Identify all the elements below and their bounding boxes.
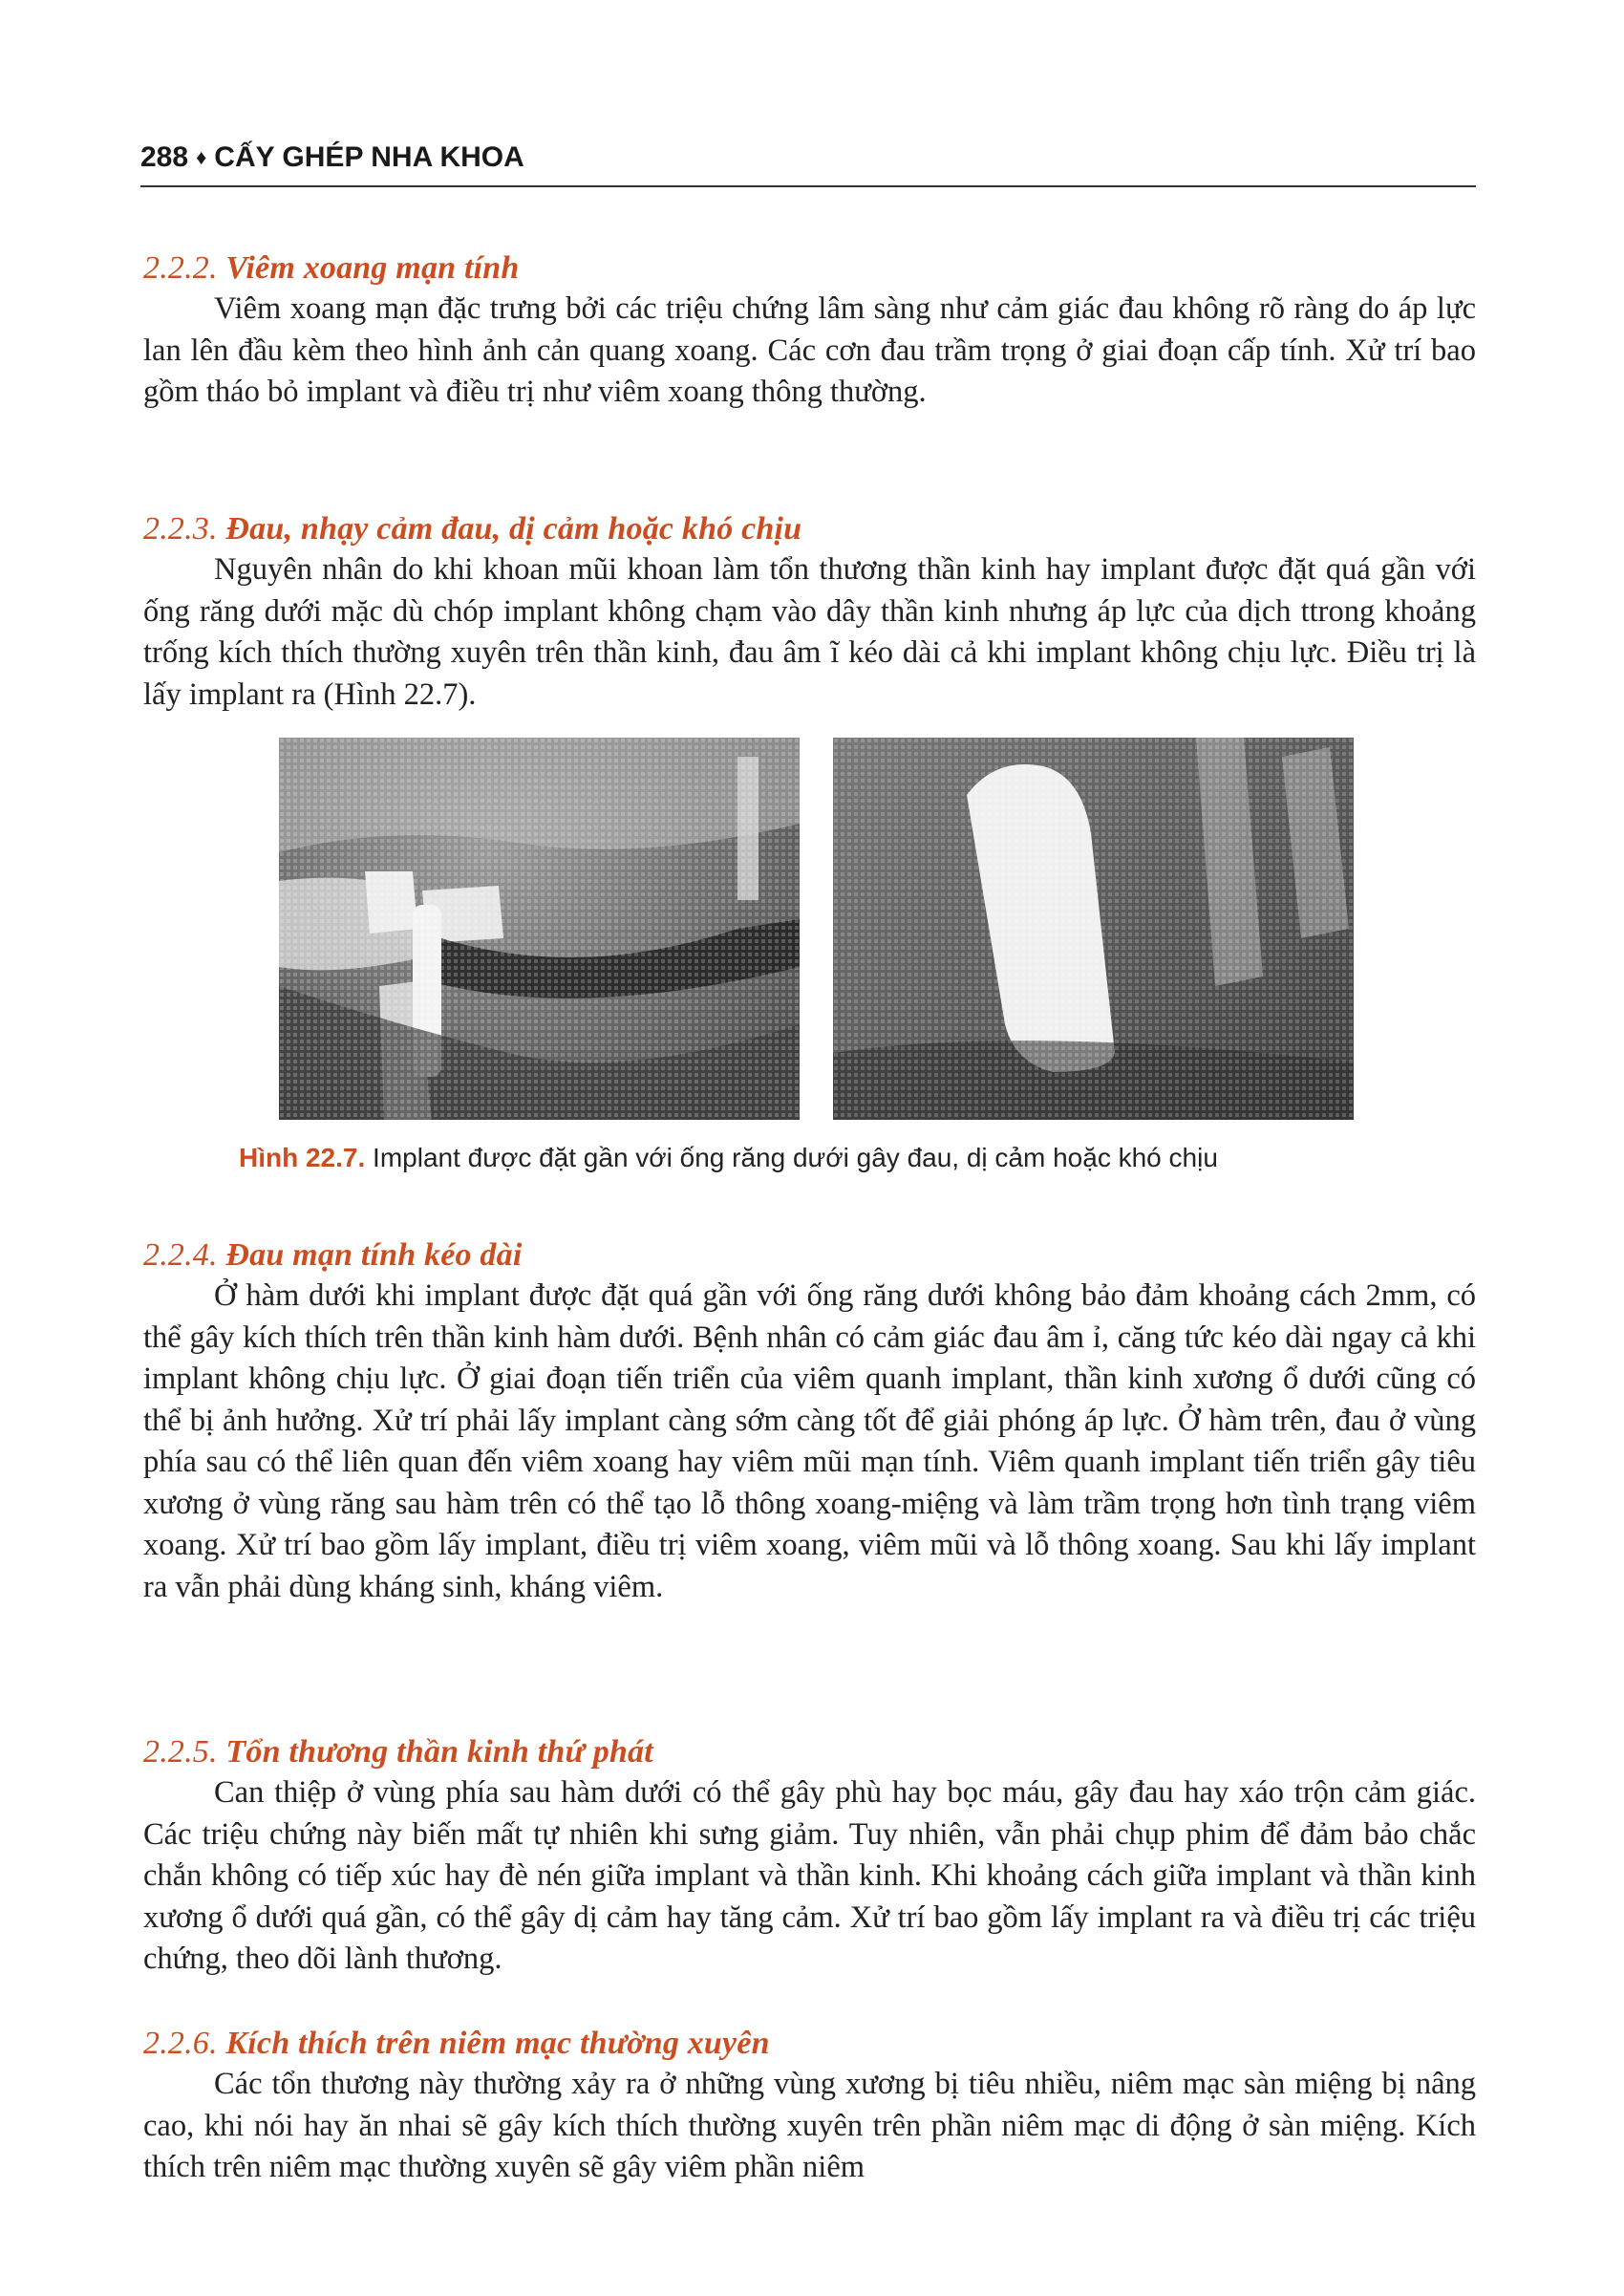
section-title: Đau, nhạy cảm đau, dị cảm hoặc khó chịu [225,511,802,547]
page-number: 288 [140,141,189,173]
section-paragraph: Các tổn thương này thường xảy ra ở những vùng xương bị tiêu nhiều, niêm mạc sàn miệng bị nâng cao, khi nói hay ăn nhai sẽ gây kích thích thường xuyên trên phần niêm mạc di động ở sàn miệng. Kích thích trên niêm mạc thường xuyên sẽ gây viêm phần niêm [143,2067,1476,2184]
diamond-icon: ♦ [196,145,207,169]
section-number: 2.2.3. [143,511,218,547]
figure-caption [239,1143,1385,1173]
section-2-2-4 [143,1237,1476,1608]
figure-caption-text: Implant được đặt gần với ống răng dưới gây đau, dị cảm hoặc khó chịu [373,1143,1218,1172]
section-paragraph: Viêm xoang mạn đặc trưng bởi các triệu chứng lâm sàng như cảm giác đau không rõ ràng do áp lực lan lên đầu kèm theo hình ảnh cản quang xoang. Các cơn đau trầm trọng ở giai đoạn cấp tính. Xử trí bao gồm tháo bỏ implant và điều trị như viêm xoang thông thường. [143,291,1476,409]
section-number: 2.2.6. [143,2026,218,2061]
section-title: Tổn thương thần kinh thứ phát [225,1734,653,1770]
section-title: Đau mạn tính kéo dài [225,1237,523,1273]
periapical-xray-image [833,738,1354,1120]
section-heading [143,511,1476,547]
section-number: 2.2.5. [143,1734,218,1770]
section-heading [143,1237,1476,1274]
section-number: 2.2.2. [143,250,218,286]
section-paragraph: Can thiệp ở vùng phía sau hàm dưới có thể gây phù hay bọc máu, gây đau hay xáo trộn cảm giác. Các triệu chứng này biến mất tự nhiên khi sưng giảm. Tuy nhiên, vẫn phải chụp phim để đảm bảo chắc chắn không có tiếp xúc hay đè nén giữa implant và thần kinh. Khi khoảng cách giữa implant và thần kinh xương ổ dưới quá gần, có thể gây dị cảm hay tăng cảm. Xử trí bao gồm lấy implant ra và điều trị các triệu chứng, theo dõi lành thương. [143,1775,1476,1976]
figure-label: Hình 22.7. [239,1143,366,1172]
section-paragraph: Nguyên nhân do khi khoan mũi khoan làm tổn thương thần kinh hay implant được đặt quá gần với ống răng dưới mặc dù chóp implant không chạm vào dây thần kinh nhưng áp lực của dịch ttrong khoảng trống kích thích thường xuyên trên thần kinh, đau âm ĩ kéo dài cả khi implant không chịu lực. Điều trị là lấy implant ra (Hình 22.7). [143,552,1476,712]
section-2-2-3 [143,511,1476,716]
section-heading [143,1734,1476,1770]
section-2-2-5 [143,1734,1476,1981]
section-heading [143,2026,1476,2062]
section-heading [143,250,1476,287]
section-number: 2.2.4. [143,1237,218,1273]
section-title: Kích thích trên niêm mạc thường xuyên [225,2026,770,2061]
section-title: Viêm xoang mạn tính [225,250,520,286]
figure-22-7 [279,738,1358,1120]
book-title: CẤY GHÉP NHA KHOA [214,141,524,173]
running-header [140,141,1476,187]
section-2-2-6 [143,2026,1476,2189]
panoramic-xray-image [279,738,800,1120]
section-paragraph: Ở hàm dưới khi implant được đặt quá gần với ống răng dưới không bảo đảm khoảng cách 2mm, có thể gây kích thích trên thần kinh hàm dưới. Bệnh nhân có cảm giác đau âm ỉ, căng tức kéo dài ngay cả khi implant không chịu lực. Ở giai đoạn tiến triển của viêm quanh implant, thần kinh xương ổ dưới cũng có thể bị ảnh hưởng. Xử trí phải lấy implant càng sớm càng tốt để giải phóng áp lực. Ở hàm trên, đau ở vùng phía sau có thể liên quan đến viêm xoang hay viêm mũi mạn tính. Viêm quanh implant tiến triển gây tiêu xương ở vùng răng sau hàm trên có thể tạo lỗ thông xoang-miệng và làm trầm trọng hơn tình trạng viêm xoang. Xử trí bao gồm lấy implant, điều trị viêm xoang, viêm mũi và lỗ thông xoang. Sau khi lấy implant ra vẫn phải dùng kháng sinh, kháng viêm. [143,1278,1476,1604]
section-2-2-2 [143,250,1476,414]
